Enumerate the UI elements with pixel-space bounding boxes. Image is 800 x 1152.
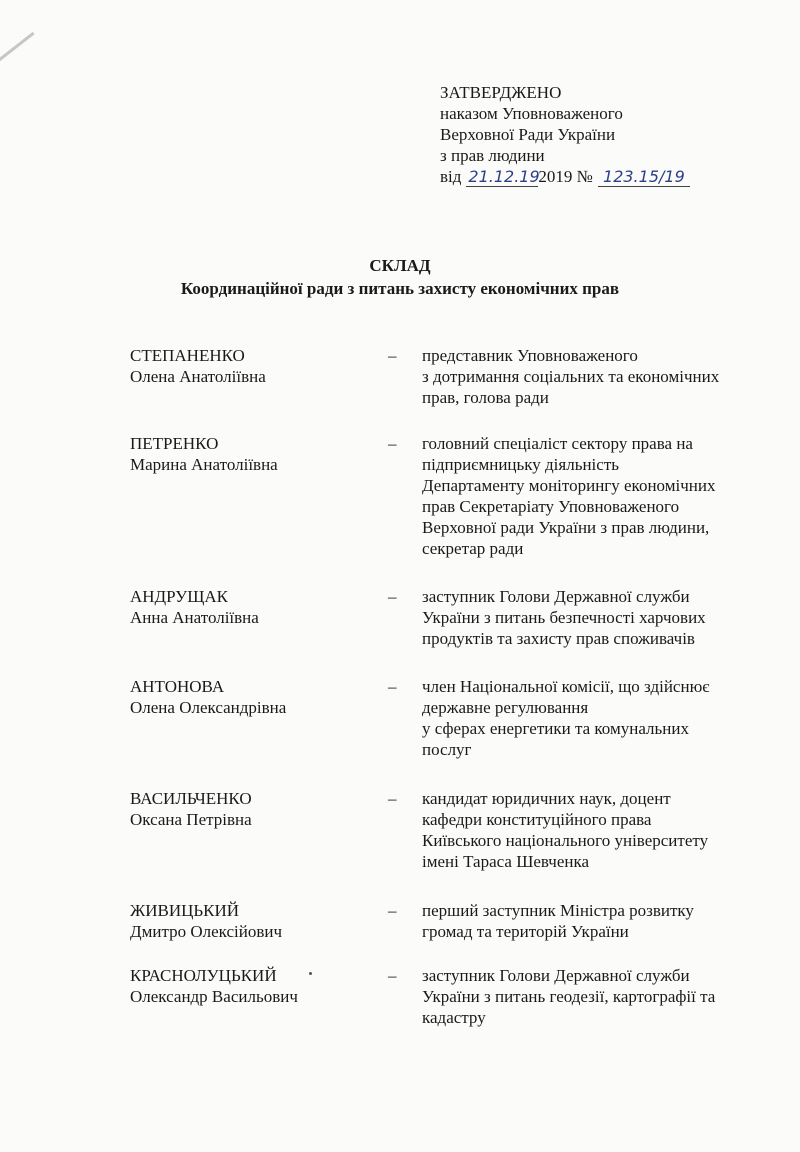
member-surname: ЖИВИЦЬКИЙ [130, 901, 240, 920]
member-position-line: кадастру [422, 1008, 486, 1027]
member-name [130, 676, 370, 718]
member-position-line: підприємницьку діяльність [422, 455, 620, 474]
member-name [130, 345, 370, 387]
year-and-number-label: 2019 № [538, 167, 593, 186]
member-given-name: Олександр Васильович [130, 987, 298, 1006]
member-position-line: імені Тараса Шевченка [422, 852, 590, 871]
member-dash: – [388, 789, 397, 808]
member-position-line: заступник Голови Державної служби [422, 966, 690, 985]
member-position-line: продуктів та захисту прав споживачів [422, 629, 695, 648]
member-position [422, 965, 752, 1028]
member-name [130, 433, 370, 475]
member-position-line: державне регулювання [422, 698, 589, 717]
member-position-line: Верховної ради України з прав людини, [422, 518, 710, 537]
member-dash: – [388, 587, 397, 606]
member-position [422, 900, 752, 942]
member-position-line: Департаменту моніторингу економічних [422, 476, 716, 495]
approval-line-parliament: Верховної Ради України [440, 125, 616, 144]
member-position-line: України з питань геодезії, картографії та [422, 987, 716, 1006]
member-position-line: громад та територій України [422, 922, 629, 941]
member-dash: – [388, 677, 397, 696]
member-surname: СТЕПАНЕНКО [130, 346, 245, 365]
member-position [422, 345, 752, 408]
handwritten-order-number: 123.15/19 [598, 168, 690, 187]
member-position-line: кандидат юридичних наук, доцент [422, 789, 671, 808]
member-surname: АНДРУЩАК [130, 587, 228, 606]
handwritten-date: 21.12.19 [468, 167, 540, 186]
member-dash: – [388, 346, 397, 365]
member-position [422, 586, 752, 649]
approval-date-line [440, 166, 690, 187]
stray-ink-dot [309, 972, 312, 975]
scan-edge-mark [0, 32, 35, 71]
member-given-name: Олена Анатоліївна [130, 367, 266, 386]
member-given-name: Марина Анатоліївна [130, 455, 278, 474]
member-dash: – [388, 434, 397, 453]
approval-stamp-block [440, 82, 690, 187]
member-position-line: у сферах енергетики та комунальних [422, 719, 689, 738]
member-name [130, 788, 370, 830]
date-prefix: від [440, 167, 462, 186]
member-position-line: член Національної комісії, що здійснює [422, 677, 710, 696]
member-position-line: заступник Голови Державної служби [422, 587, 690, 606]
member-dash: – [388, 966, 397, 985]
member-position-line: головний спеціаліст сектору права на [422, 434, 693, 453]
member-position-line: України з питань безпечності харчових [422, 608, 706, 627]
member-position [422, 433, 752, 559]
member-position-line: перший заступник Міністра розвитку [422, 901, 694, 920]
approval-line-rights: з прав людини [440, 146, 545, 165]
title-subtitle: Координаційної ради з питань захисту економічних прав [180, 279, 620, 298]
member-surname: АНТОНОВА [130, 677, 225, 696]
member-position-line: секретар ради [422, 539, 524, 558]
member-position-line: з дотримання соціальних та економічних [422, 367, 720, 386]
approval-line-approved: ЗАТВЕРДЖЕНО [440, 83, 562, 102]
member-given-name: Дмитро Олексійович [130, 922, 283, 941]
member-surname: ПЕТРЕНКО [130, 434, 219, 453]
member-surname: ВАСИЛЬЧЕНКО [130, 789, 252, 808]
member-position-line: прав Секретаріату Уповноваженого [422, 497, 680, 516]
member-position [422, 676, 752, 760]
member-name [130, 900, 370, 942]
member-position-line: послуг [422, 740, 472, 759]
member-surname: КРАСНОЛУЦЬКИЙ [130, 966, 277, 985]
member-given-name: Оксана Петрівна [130, 810, 252, 829]
title-heading: СКЛАД [369, 256, 431, 275]
member-position-line: Київського національного університету [422, 831, 709, 850]
approval-line-order: наказом Уповноваженого [440, 104, 623, 123]
member-given-name: Олена Олександрівна [130, 698, 287, 717]
member-position-line: кафедри конституційного права [422, 810, 652, 829]
member-dash: – [388, 901, 397, 920]
member-position [422, 788, 752, 872]
member-position-line: представник Уповноваженого [422, 346, 638, 365]
member-name [130, 965, 370, 1007]
member-given-name: Анна Анатоліївна [130, 608, 259, 627]
document-title [0, 254, 800, 300]
member-name [130, 586, 370, 628]
member-position-line: прав, голова ради [422, 388, 549, 407]
